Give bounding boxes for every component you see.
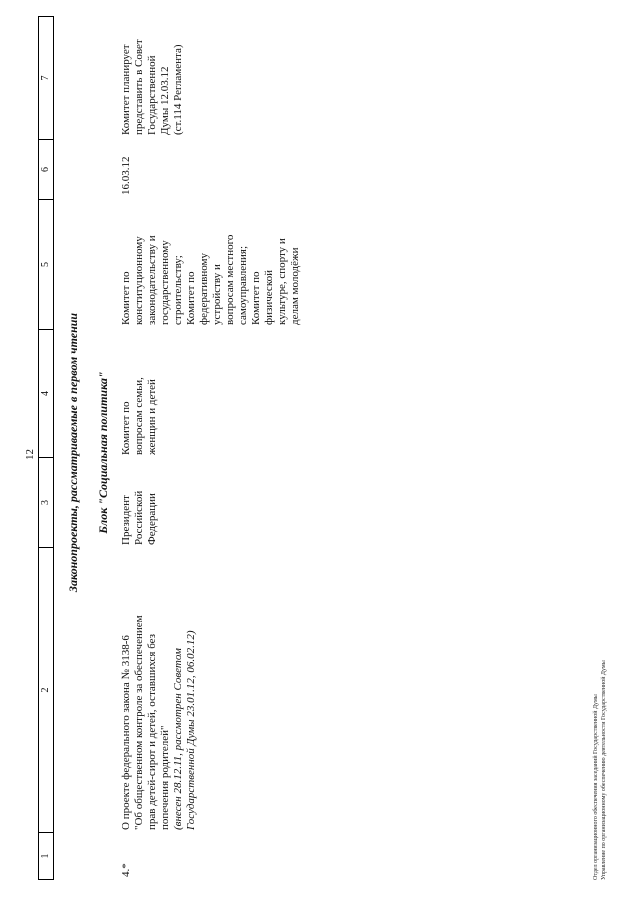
bill-title-line: попечения родителей" — [159, 725, 171, 830]
column-number-header — [38, 16, 54, 880]
co-committee-line: законодательству и — [146, 235, 158, 325]
block-title: Блок "Социальная политика" — [96, 371, 110, 534]
co-committee-line: делам молодёжи — [289, 247, 301, 325]
column-header-1: 1 — [39, 832, 53, 879]
bill-title-line: О проекте федерального закона № 3138-6 — [120, 635, 132, 830]
row-number: 4.* — [120, 863, 132, 877]
column-header-2: 2 — [39, 547, 53, 832]
column-header-7: 7 — [40, 75, 51, 81]
committee-line: Комитет по — [120, 401, 132, 455]
bill-title-line: "Об общественном контроле за обеспечением — [133, 615, 145, 830]
co-committee-line: государственному — [159, 240, 171, 325]
co-committee-line: конституционному — [133, 236, 145, 325]
co-committee-line: строительству; — [172, 255, 184, 325]
footer-line-2: Управление по организационному обеспечению деятельности Государственной Думы — [601, 660, 607, 880]
bill-title — [120, 552, 198, 830]
author-line: Президент — [120, 495, 132, 545]
section-title: Законопроекты, рассматриваемые в первом чтении — [66, 312, 80, 593]
remark-line: Думы 12.03.12 — [159, 66, 171, 135]
co-committee-line: самоуправления; — [237, 245, 249, 325]
remark — [120, 15, 185, 135]
column-header-3: 3 — [39, 457, 53, 547]
co-committee-line: культуре, спорту и — [276, 238, 288, 325]
co-committee-line: Комитет по — [185, 271, 197, 325]
page-number: 12 — [24, 449, 36, 460]
page-footer — [592, 180, 608, 880]
co-committees — [120, 220, 302, 325]
co-committee-line: вопросам местного — [224, 234, 236, 325]
remark-line: Комитет планирует — [120, 44, 132, 135]
author-line: Российской — [133, 490, 145, 545]
footer-line-1: Отдел организационного обеспечения заседаний Государственной Думы — [593, 694, 599, 880]
co-committee-line: федеративному — [198, 253, 210, 325]
co-committee-line: Комитет по — [250, 271, 262, 325]
remark-line: Государственной — [146, 55, 158, 135]
responsible-committee — [120, 325, 159, 455]
co-committee-line: устройству и — [211, 264, 223, 325]
co-committee-line: физической — [263, 270, 275, 325]
column-header-5: 5 — [39, 199, 53, 329]
column-header-4: 4 — [39, 329, 53, 457]
co-committee-line: Комитет по — [120, 271, 132, 325]
column-header-6: 6 — [39, 139, 53, 199]
author-line: Федерации — [146, 493, 158, 545]
committee-line: вопросам семьи, — [133, 377, 145, 455]
bill-title-line: прав детей-сирот и детей, оставшихся без — [146, 633, 158, 830]
committee-line: женщин и детей — [146, 379, 158, 455]
bill-note-line: Государственной Думы 23.01.12, 06.02.12) — [185, 630, 197, 830]
bill-note-line: (внесен 28.12.11, рассмотрен Советом — [172, 648, 184, 830]
remark-line: представить в Совет — [133, 39, 145, 135]
remark-line: (ст.114 Регламента) — [172, 44, 184, 135]
review-date: 16.03.12 — [120, 156, 132, 195]
bill-author — [120, 460, 159, 545]
